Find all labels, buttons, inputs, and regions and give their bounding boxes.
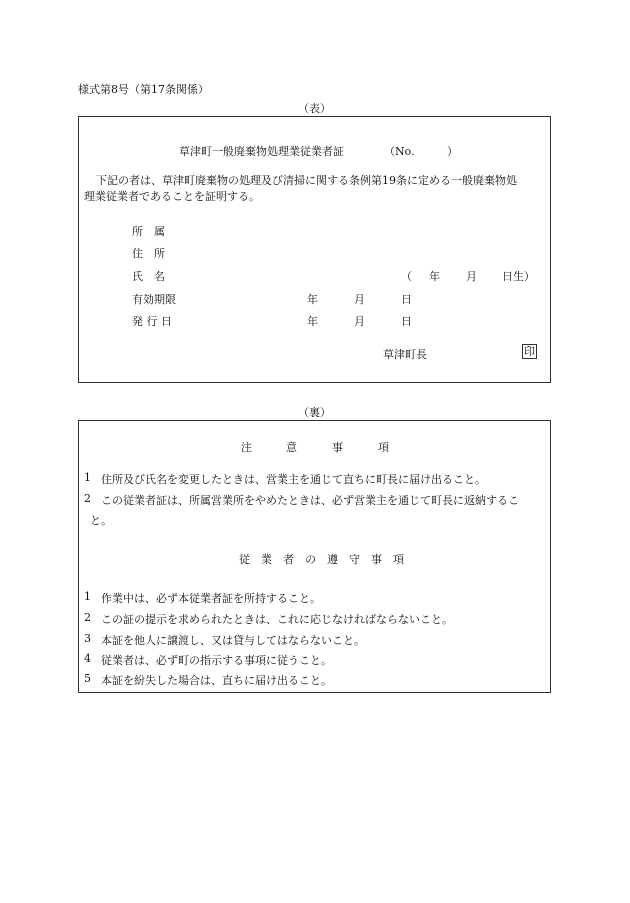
body-text-line-1: 下記の者は、草津町廃棄物の処理及び清掃に関する条例第19条に定める一般廃棄物処 bbox=[96, 174, 517, 187]
rules-title-char-7: 事 bbox=[371, 553, 382, 566]
seal-text: 印 bbox=[524, 345, 535, 358]
validity-day-label: 日 bbox=[401, 293, 412, 306]
notes-title-char-1: 注 bbox=[241, 441, 252, 454]
certificate-title: 草津町一般廃棄物処理業従業者証 bbox=[179, 145, 344, 158]
field-name-label: 氏 名 bbox=[132, 270, 165, 283]
note-2-text: この従業者証は、所属営業所をやめたときは、必ず営業主を通じて町長に返納するこ bbox=[101, 494, 519, 507]
front-side-label: （表） bbox=[298, 102, 331, 115]
back-side-label: （裏） bbox=[298, 406, 331, 419]
field-issue-date-label: 発 行 日 bbox=[132, 315, 172, 328]
birth-day-label: 日生） bbox=[502, 270, 535, 283]
birth-month-label: 月 bbox=[466, 270, 477, 283]
rules-title-char-4: の bbox=[305, 553, 316, 566]
form-number-label: 様式第8号（第17条関係） bbox=[78, 83, 209, 96]
notes-title-char-2: 意 bbox=[286, 441, 297, 454]
issue-day-label: 日 bbox=[401, 315, 412, 328]
rule-5-text: 本証を紛失した場合は、直ちに届け出ること。 bbox=[101, 674, 332, 687]
rule-4-text: 従業者は、必ず町の指示する事項に従うこと。 bbox=[101, 654, 332, 667]
validity-month-label: 月 bbox=[354, 293, 365, 306]
field-address-label: 住 所 bbox=[132, 247, 165, 260]
rule-2-text: この証の提示を求められたときは、これに応じなければならないこと。 bbox=[101, 613, 453, 626]
issuer-name: 草津町長 bbox=[383, 348, 427, 361]
validity-year-label: 年 bbox=[307, 293, 318, 306]
field-affiliation-label: 所 属 bbox=[132, 225, 165, 238]
rule-4-number: 4 bbox=[84, 652, 91, 665]
back-notes-box bbox=[78, 420, 551, 693]
rule-1-number: 1 bbox=[84, 590, 91, 603]
rule-5-number: 5 bbox=[84, 672, 91, 685]
body-text-line-2: 理業従業者であることを証明する。 bbox=[84, 190, 260, 203]
birth-year-label: 年 bbox=[429, 270, 440, 283]
issue-year-label: 年 bbox=[307, 315, 318, 328]
note-2-number: 2 bbox=[84, 492, 91, 505]
field-validity-label: 有効期限 bbox=[132, 293, 176, 306]
issue-month-label: 月 bbox=[354, 315, 365, 328]
note-2-continuation: と。 bbox=[90, 514, 112, 527]
rules-title-char-6: 守 bbox=[349, 553, 360, 566]
front-certificate-box bbox=[78, 116, 551, 383]
rules-title-char-5: 遵 bbox=[327, 553, 338, 566]
note-1-number: 1 bbox=[84, 471, 91, 484]
rule-2-number: 2 bbox=[84, 611, 91, 624]
rule-3-number: 3 bbox=[84, 632, 91, 645]
rules-title-char-1: 従 bbox=[239, 553, 250, 566]
rules-title-char-3: 者 bbox=[283, 553, 294, 566]
notes-title-char-3: 事 bbox=[332, 441, 343, 454]
rules-title-char-8: 項 bbox=[393, 553, 404, 566]
note-1-text: 住所及び氏名を変更したときは、営業主を通じて直ちに町長に届け出ること。 bbox=[101, 473, 486, 486]
certificate-number-close: ） bbox=[447, 145, 458, 158]
notes-title-char-4: 項 bbox=[378, 441, 389, 454]
rule-1-text: 作業中は、必ず本従業者証を所持すること。 bbox=[101, 592, 321, 605]
seal-mark bbox=[522, 344, 537, 359]
birth-open-paren: （ bbox=[401, 270, 412, 283]
certificate-number-label: （No. bbox=[384, 145, 415, 158]
rules-title-char-2: 業 bbox=[261, 553, 272, 566]
rule-3-text: 本証を他人に譲渡し、又は貸与してはならないこと。 bbox=[101, 634, 365, 647]
